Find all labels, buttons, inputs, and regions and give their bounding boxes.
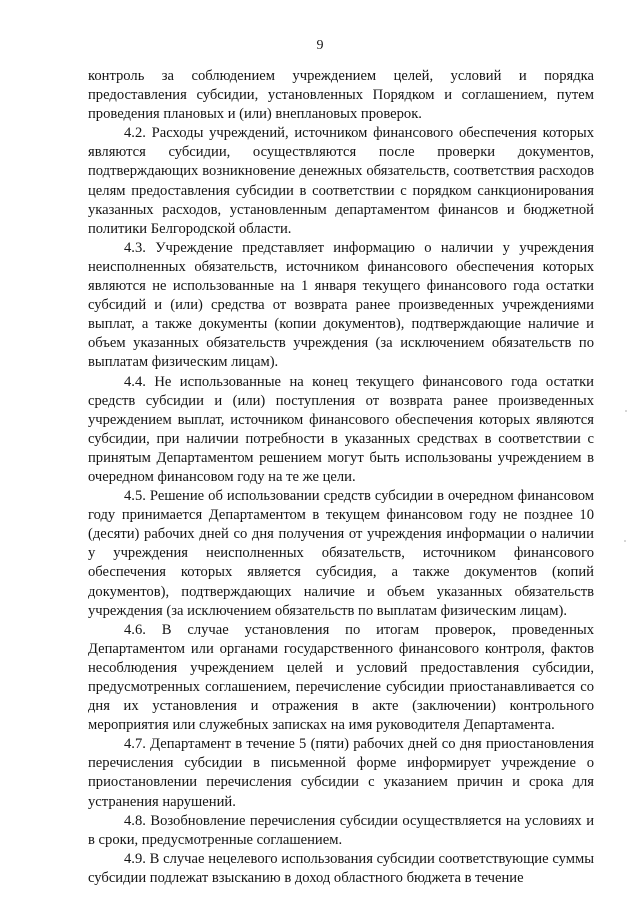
paragraph-4-7: 4.7. Департамент в течение 5 (пяти) рабочих дней со дня приостановления перечисления субсидии в письменной форме информирует учреждение о приостановлении перечисления субсидии с указанием причин и срока для устранения нарушений. [88,736,594,810]
scan-speck [625,410,627,412]
paragraph-4-5: 4.5. Решение об использовании средств субсидии в очередном финансовом году принимается Департаментом в текущем финансовом году не позднее 10 (десяти) рабочих дней со дня получения от учреждения информации о наличии у учреждения неисполненных обязательств, источником финансового обеспечения которых является субсидия, а также документов (копий документов), подтверждающих наличие и объем указанных обязательств учреждения (за исключением обязательств по выплатам физическим лицам). [88,488,594,619]
paragraph-4-3: 4.3. Учреждение представляет информацию о наличии у учреждения неисполненных обязательств, источником финансового обеспечения которых являются не использованные на 1 января текущего финансового года остатки субсидий и (или) средства от возврата ранее произведенных учреждениями выплат, а также документы (копии документов), подтверждающие наличие и объем указанных обязательств учреждения (за исключением обязательств по выплатам физическим лицам). [88,239,594,371]
paragraph-4-2: 4.2. Расходы учреждений, источником финансового обеспечения которых являются субсидии, осуществляются после проверки документов, подтверждающих возникновение денежных обязательств, соответствия расходов целям предоставления субсидии в соответствии с порядком санкционирования указанных расходов, установленным департаментом финансов и бюджетной политики Белгородской области. [88,125,594,237]
paragraph-continuation: контроль за соблюдением учреждением целей, условий и порядка предоставления субсидии, установленных Порядком и соглашением, путем проведения плановых и (или) внеплановых проверок. [88,68,594,123]
paragraph-4-8: 4.8. Возобновление перечисления субсидии осуществляется на условиях и в сроки, предусмотренные соглашением. [88,812,594,848]
page-number: 9 [316,38,324,53]
paragraph-4-6: 4.6. В случае установления по итогам проверок, проведенных Департаментом или органами государственного финансового контроля, фактов несоблюдения учреждением целей и условий предоставления субсидии, предусмотренных соглашением, перечисление субсидии приостанавливается со дня их установления и отражения в акте (заключении) контрольного мероприятия или служебных записках на имя руководителя Департамента. [88,621,594,734]
paragraph-4-9: 4.9. В случае нецелевого использования субсидии соответствующие суммы субсидии подлежат взысканию в доход областного бюджета в течение [88,850,594,886]
scan-speck [624,540,626,542]
document-body [88,67,594,888]
paragraph-4-4: 4.4. Не использованные на конец текущего финансового года остатки средств субсидии и (или) поступления от возврата ранее произведенных учреждением выплат, источником финансового обеспечения которых являются субсидии, при наличии потребности в указанных средствах в соответствии с принятым Департаментом решением могут быть использованы учреждением в очередном финансовом году на те же цели. [88,373,594,485]
